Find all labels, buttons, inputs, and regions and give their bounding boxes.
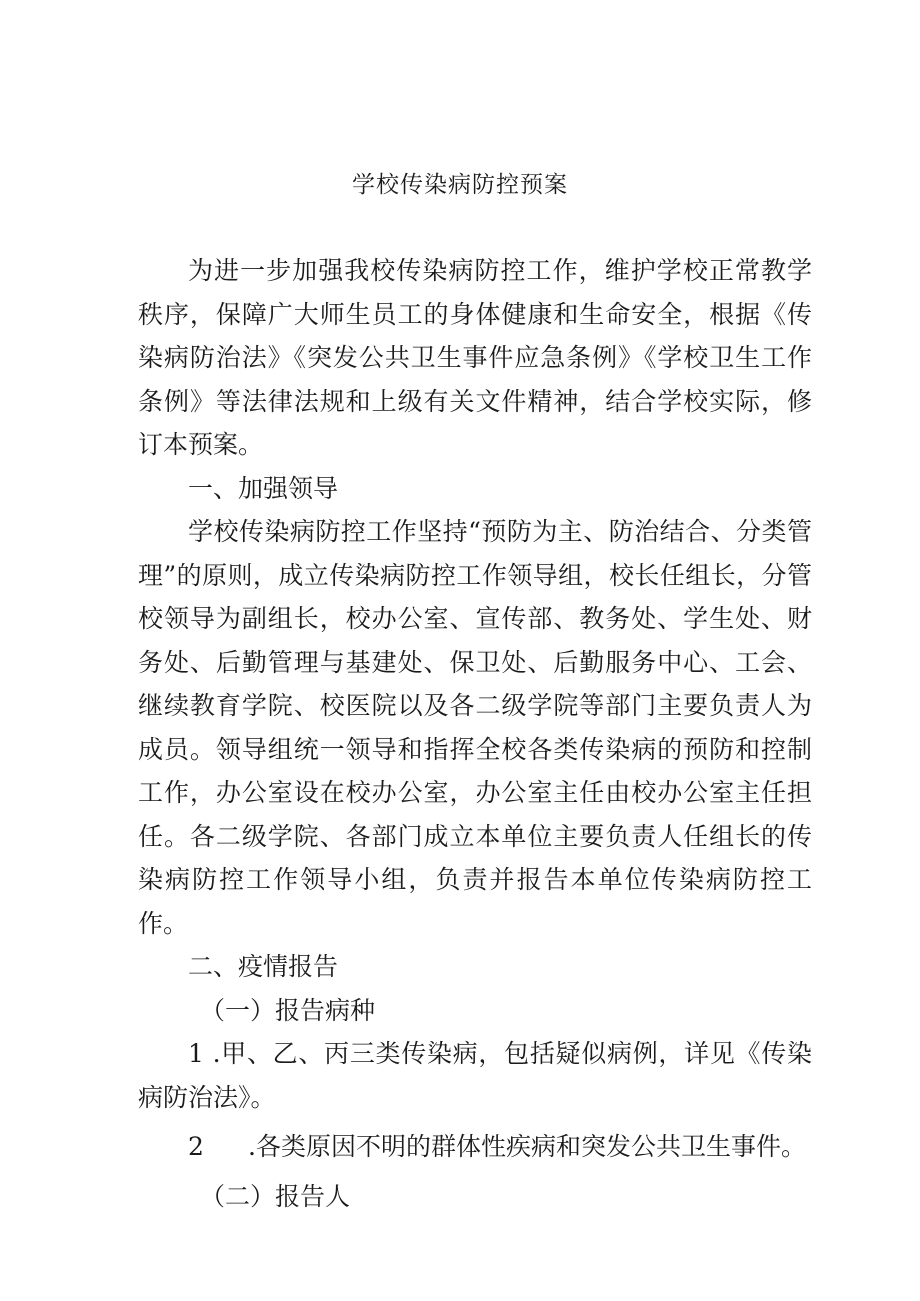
section-heading-epidemic-report: 二、疫情报告 xyxy=(188,952,339,981)
list-item-2-text: .各类原因不明的群体性疾病和突发公共卫生事件。 xyxy=(248,1132,806,1161)
intro-paragraph: 为进一步加强我校传染病防控工作，维护学校正常教学秩序，保障广大师生员工的身体健康和生命安全，根据《传染病防治法》《突发公共卫生事件应急条例》《学校卫生工作条例》等法律法规和上级有关文件精神，结合学校实际，修订本预案。 xyxy=(138,256,812,459)
subsection-heading-report-diseases: （一）报告病种 xyxy=(200,995,376,1025)
subsection-heading-reporter: （二）报告人 xyxy=(200,1181,351,1211)
section-heading-leadership: 一、加强领导 xyxy=(188,473,339,503)
list-item-2 xyxy=(138,1125,812,1169)
list-item-1: 1 .甲、乙、丙三类传染病，包括疑似病例，详见《传染病防治法》。 xyxy=(138,1039,812,1112)
document-body xyxy=(138,249,812,1218)
leadership-paragraph: 学校传染病防控工作坚持“预防为主、防治结合、分类管理”的原则，成立传染病防控工作领导组，校长任组长，分管校领导为副组长，校办公室、宣传部、教务处、学生处、财务处、后勤管理与基建处、保卫处、后勤服务中心、工会、继续教育学院、校医院以及各二级学院等部门主要负责人为成员。领导组统一领导和指挥全校各类传染病的预防和控制工作，办公室设在校办公室，办公室主任由校办公室主任担任。各二级学院、各部门成立本单位主要负责人任组长的传染病防控工作领导小组，负责并报告本单位传染病防控工作。 xyxy=(138,517,812,938)
document-title: 学校传染病防控预案 xyxy=(352,172,568,198)
list-item-2-number: 2 xyxy=(188,1132,204,1161)
